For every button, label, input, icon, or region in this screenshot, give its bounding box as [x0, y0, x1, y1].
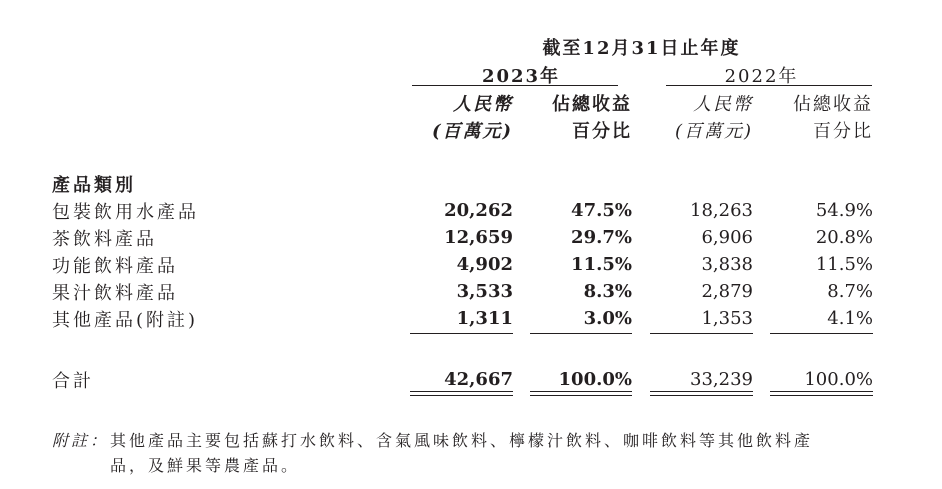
row-label: 功能飲料產品: [52, 256, 178, 277]
total-pct-2022: 100.0%: [804, 369, 873, 390]
col-rmb-2023: 人民幣: [453, 94, 513, 115]
cell-rmb-2023: 20,262: [444, 200, 513, 221]
total-rmb-2023: 42,667: [444, 369, 513, 390]
col-rmb-unit-2023: (百萬元): [431, 121, 513, 142]
col-pct-2023: 佔總收益: [552, 94, 632, 115]
col-pct-unit-2022: 百分比: [813, 121, 873, 142]
total-double-line: [770, 391, 873, 396]
cell-pct-2022: 54.9%: [815, 200, 873, 221]
cell-pct-2022: 20.8%: [815, 227, 873, 248]
total-label: 合計: [52, 371, 94, 392]
year-2022-header: 2022年: [724, 66, 799, 87]
cell-rmb-2023: 3,533: [456, 281, 513, 302]
total-double-line: [530, 391, 632, 396]
section-title: 產品類別: [52, 175, 136, 196]
footnote-prefix: 附註：: [52, 431, 110, 450]
year-2023-underline: [412, 85, 618, 86]
row-label: 茶飲料產品: [52, 229, 157, 250]
cell-pct-2022: 11.5%: [815, 254, 873, 275]
col-rmb-2022: 人民幣: [693, 94, 753, 115]
row-label: 包裝飲用水產品: [52, 202, 199, 223]
cell-pct-2023: 8.3%: [583, 281, 632, 302]
cell-pct-2022: 4.1%: [827, 308, 873, 329]
cell-rmb-2022: 3,838: [701, 254, 753, 275]
total-double-line: [650, 391, 753, 396]
total-rmb-2022: 33,239: [690, 369, 753, 390]
row-label: 其他產品(附註): [52, 310, 199, 331]
subtotal-line: [650, 333, 753, 334]
subtotal-line: [530, 333, 632, 334]
footnote-line1: 其他產品主要包括蘇打水飲料、含氣風味飲料、檸檬汁飲料、咖啡飲料等其他飲料產: [110, 431, 814, 450]
subtotal-line: [770, 333, 873, 334]
cell-pct-2023: 3.0%: [583, 308, 632, 329]
cell-rmb-2023: 4,902: [456, 254, 513, 275]
cell-rmb-2023: 1,311: [456, 308, 513, 329]
cell-pct-2023: 11.5%: [571, 254, 632, 275]
row-label: 果汁飲料產品: [52, 283, 178, 304]
col-pct-2022: 佔總收益: [793, 94, 873, 115]
footnote-line2: 品，及鮮果等農產品。: [110, 456, 301, 475]
period-header: 截至12月31日止年度: [542, 38, 741, 59]
col-rmb-unit-2022: (百萬元): [674, 121, 753, 142]
cell-pct-2023: 29.7%: [571, 227, 632, 248]
cell-rmb-2022: 2,879: [701, 281, 753, 302]
year-2022-underline: [666, 85, 872, 86]
cell-rmb-2022: 18,263: [690, 200, 753, 221]
total-pct-2023: 100.0%: [558, 369, 632, 390]
cell-pct-2023: 47.5%: [571, 200, 632, 221]
total-double-line: [410, 391, 513, 396]
cell-rmb-2023: 12,659: [444, 227, 513, 248]
cell-pct-2022: 8.7%: [827, 281, 873, 302]
year-2023-header: 2023年: [481, 66, 561, 87]
cell-rmb-2022: 6,906: [701, 227, 753, 248]
col-pct-unit-2023: 百分比: [572, 121, 632, 142]
cell-rmb-2022: 1,353: [701, 308, 753, 329]
subtotal-line: [410, 333, 513, 334]
